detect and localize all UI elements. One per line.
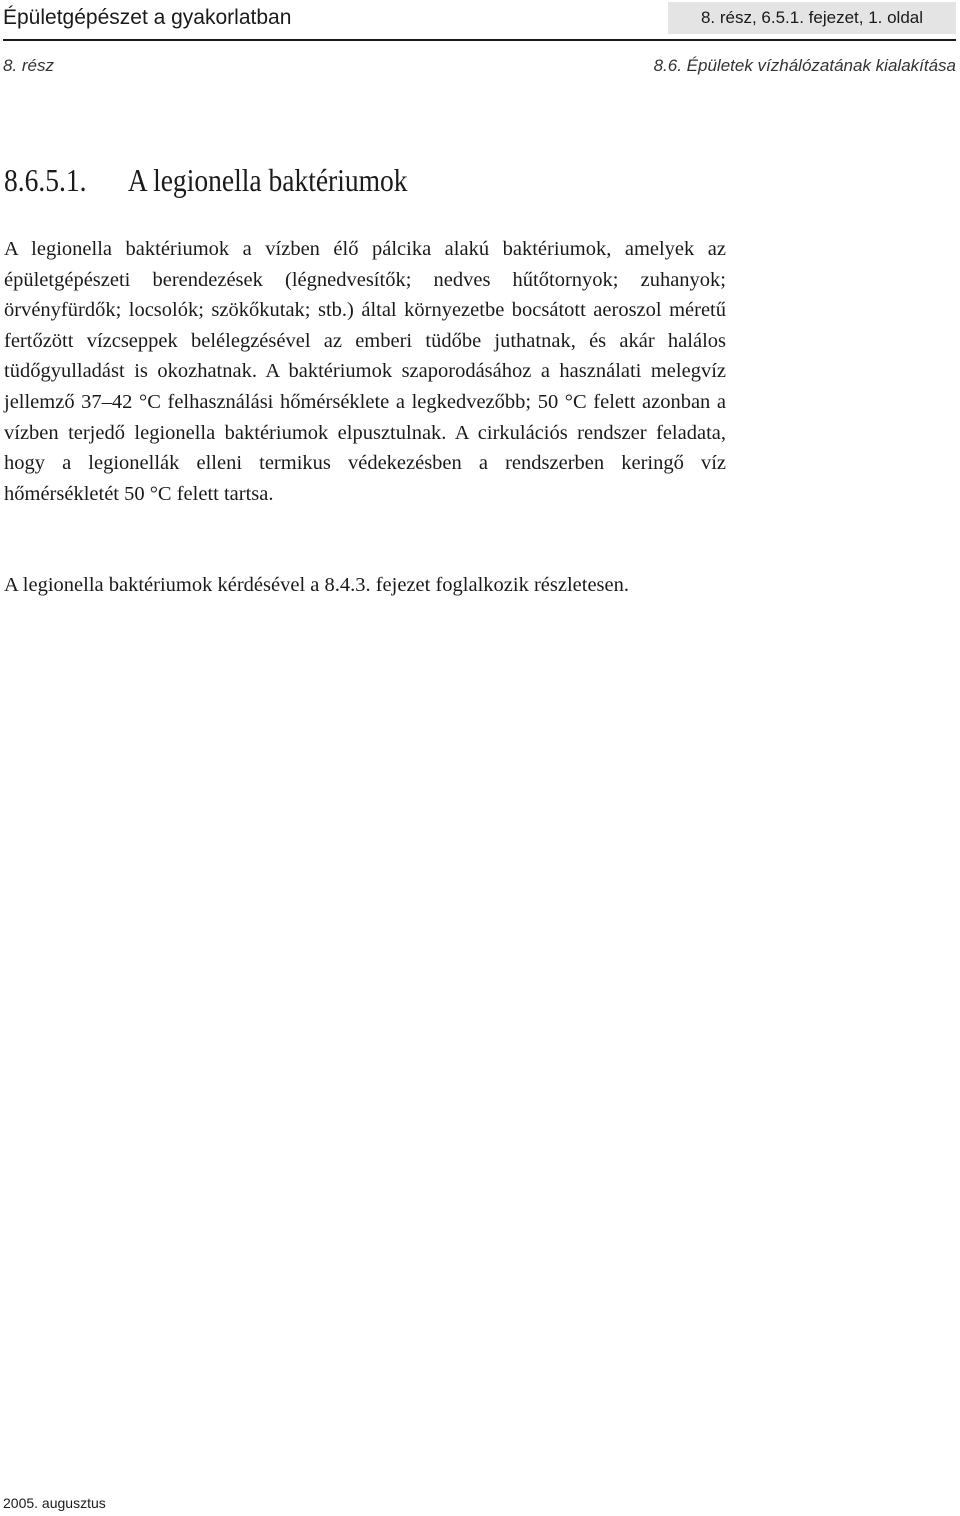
body-paragraph-1: A legionella baktériumok a vízben élő pálcika alakú baktériumok, amelyek az épületgépészeti berendezések (légnedvesítők; nedves hűtőtornyok; zuhanyok; örvényfürdők; locsolók; szökőkutak; stb.) által környezetbe bocsátott aeroszol méretű fertőzött vízcseppek belélegzésével az emberi tüdőbe juthatnak, és akár halálos tüdőgyulladást is okozhatnak. A baktériumok szaporodásához a használati melegvíz jellemző 37–42 °C felhasználási hőmérséklete a legkedvezőbb; 50 °C felett azonban a vízben terjedő legionella baktériumok elpusztulnak. A cirkulációs rendszer feladata, hogy a legionellák elleni termikus védekezésben a rendszerben keringő víz hőmérsékletét 50 °C felett tartsa.	[4, 238, 726, 505]
book-title: Épületgépészet a gyakorlatban	[3, 6, 292, 29]
page-reference: 8. rész, 6.5.1. fejezet, 1. oldal	[668, 2, 956, 34]
section-heading	[4, 162, 408, 199]
header-divider	[3, 39, 956, 41]
section-number: 8.6.5.1.	[4, 162, 87, 198]
body-paragraph-2: A legionella baktériumok kérdésével a 8.4.3. fejezet foglalkozik részletesen.	[4, 574, 629, 596]
chapter-label: 8.6. Épületek vízhálózatának kialakítása	[653, 56, 956, 75]
section-title: A legionella baktériumok	[127, 162, 408, 198]
part-label: 8. rész	[3, 56, 55, 75]
footer-date: 2005. augusztus	[3, 1495, 106, 1511]
